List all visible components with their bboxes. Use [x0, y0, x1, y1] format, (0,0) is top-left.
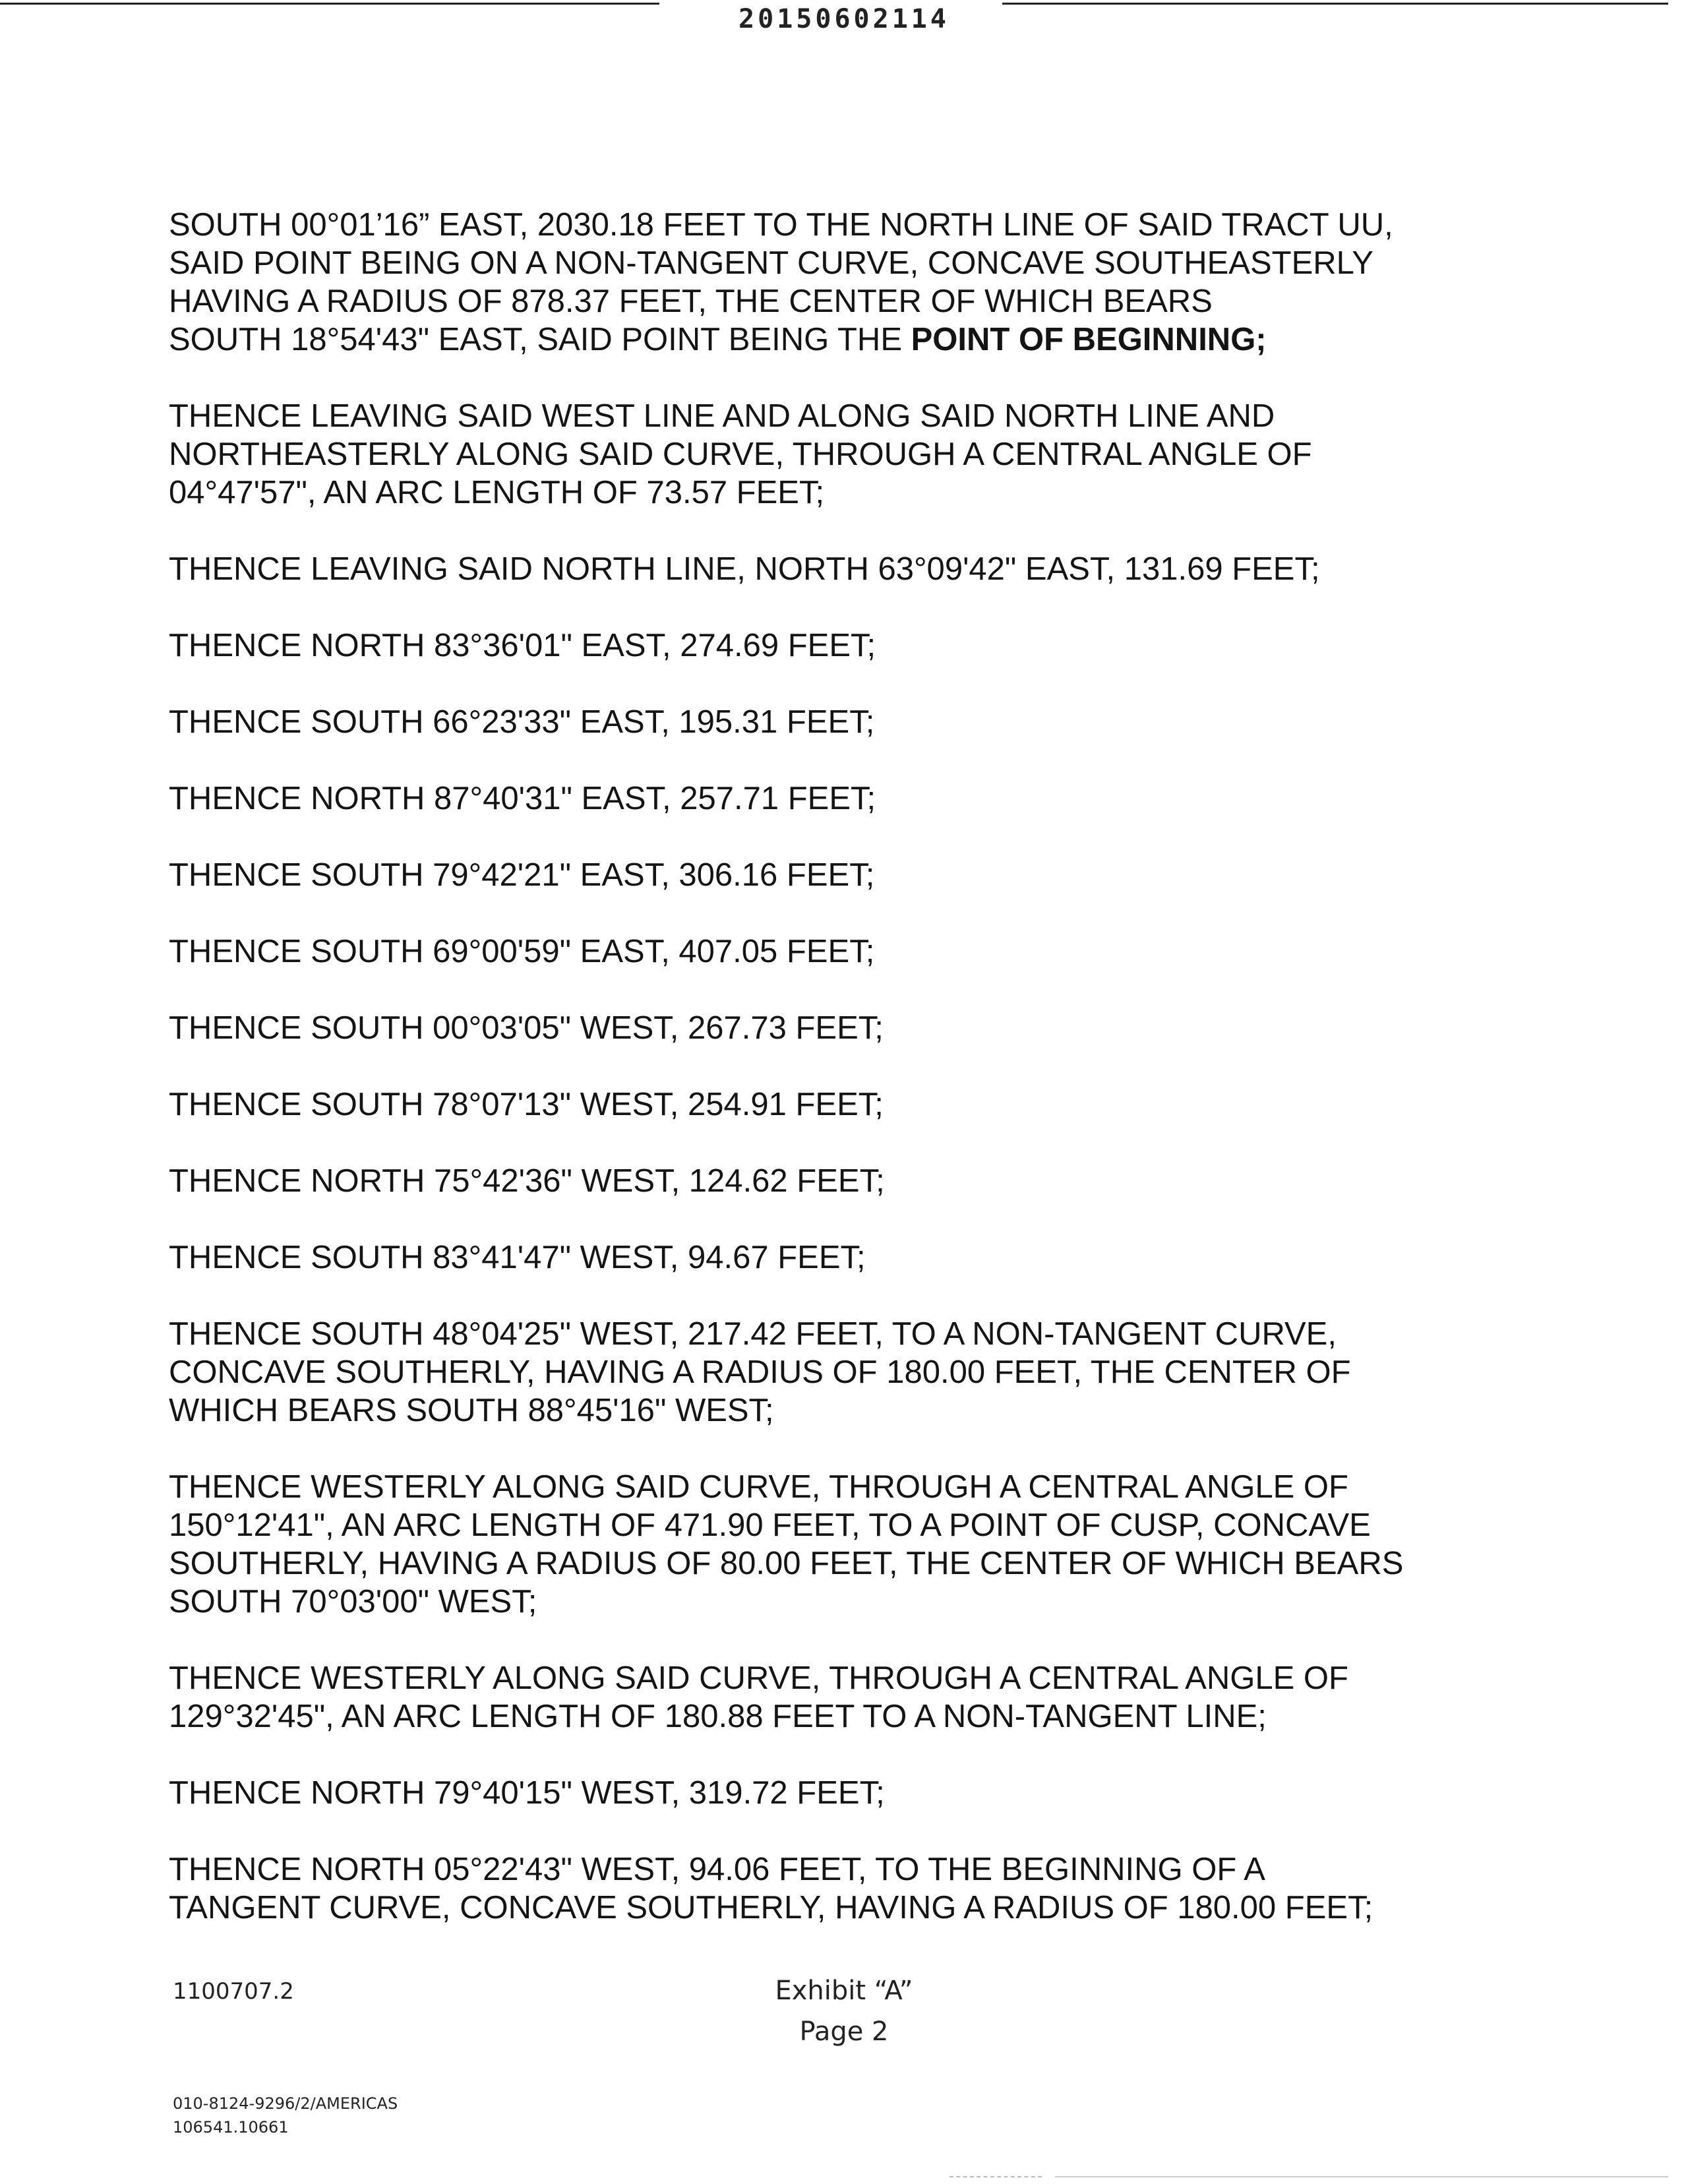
text-line: SOUTH 00°01’16” EAST, 2030.18 FEET TO THE NORTH LINE OF SAID TRACT UU, [169, 207, 1393, 243]
text-line: 150°12'41", AN ARC LENGTH OF 471.90 FEET, TO A POINT OF CUSP, CONCAVE [169, 1507, 1371, 1543]
text-line: THENCE LEAVING SAID WEST LINE AND ALONG SAID NORTH LINE AND [169, 398, 1275, 434]
text-line: THENCE NORTH 75°42'36" WEST, 124.62 FEET; [169, 1163, 885, 1199]
paragraph [169, 550, 1540, 588]
point-of-beginning: POINT OF BEGINNING; [911, 322, 1267, 357]
page-number: Page 2 [799, 2017, 889, 2047]
footer-ref-line-2: 106541.10661 [173, 2118, 289, 2137]
text-line: 04°47'57", AN ARC LENGTH OF 73.57 FEET; [169, 475, 825, 510]
paragraph [169, 397, 1540, 512]
text-line: HAVING A RADIUS OF 878.37 FEET, THE CENTER OF WHICH BEARS [169, 284, 1213, 319]
text-line: THENCE NORTH 87°40'31" EAST, 257.71 FEET; [169, 781, 876, 816]
text-line: SOUTHERLY, HAVING A RADIUS OF 80.00 FEET, THE CENTER OF WHICH BEARS [169, 1546, 1404, 1581]
recording-number: 20150602114 [738, 4, 950, 34]
paragraph [169, 206, 1540, 359]
text-line: WHICH BEARS SOUTH 88°45'16" WEST; [169, 1393, 774, 1428]
text-line: THENCE SOUTH 79°42'21" EAST, 306.16 FEET; [169, 857, 875, 893]
text-line [169, 320, 1540, 359]
paragraph [169, 1315, 1540, 1430]
text-line: THENCE NORTH 83°36'01" EAST, 274.69 FEET; [169, 628, 876, 663]
exhibit-title: Exhibit “A” [775, 1976, 913, 2006]
text-line: NORTHEASTERLY ALONG SAID CURVE, THROUGH A CENTRAL ANGLE OF [169, 437, 1312, 472]
paragraph [169, 779, 1540, 818]
paragraph [169, 1850, 1540, 1927]
paragraph [169, 1238, 1540, 1277]
text-line: THENCE NORTH 79°40'15" WEST, 319.72 FEET; [169, 1775, 885, 1811]
scan-artifact-line [950, 2176, 1042, 2177]
paragraph [169, 1085, 1540, 1124]
exhibit-label [712, 1970, 976, 2052]
text-line: THENCE LEAVING SAID NORTH LINE, NORTH 63°09'42" EAST, 131.69 FEET; [169, 551, 1320, 587]
text-line: THENCE WESTERLY ALONG SAID CURVE, THROUGH A CENTRAL ANGLE OF [169, 1469, 1348, 1505]
text-line: THENCE SOUTH 78°07'13" WEST, 254.91 FEET; [169, 1087, 884, 1122]
text-line: THENCE SOUTH 69°00'59" EAST, 407.05 FEET; [169, 934, 875, 969]
paragraph [169, 1468, 1540, 1621]
paragraph [169, 1162, 1540, 1200]
paragraph [169, 1009, 1540, 1047]
text-line: TANGENT CURVE, CONCAVE SOUTHERLY, HAVING A RADIUS OF 180.00 FEET; [169, 1890, 1373, 1926]
text-line: SAID POINT BEING ON A NON-TANGENT CURVE, CONCAVE SOUTHEASTERLY [169, 245, 1373, 281]
text-line: THENCE SOUTH 83°41'47" WEST, 94.67 FEET; [169, 1240, 866, 1275]
text-segment: SOUTH 18°54'43" EAST, SAID POINT BEING THE [169, 322, 911, 357]
text-line: THENCE SOUTH 48°04'25" WEST, 217.42 FEET, TO A NON-TANGENT CURVE, [169, 1316, 1337, 1352]
paragraph [169, 703, 1540, 741]
text-line: THENCE WESTERLY ALONG SAID CURVE, THROUGH A CENTRAL ANGLE OF [169, 1660, 1348, 1696]
paragraph [169, 626, 1540, 665]
text-line: 129°32'45", AN ARC LENGTH OF 180.88 FEET TO A NON-TANGENT LINE; [169, 1699, 1267, 1734]
footer-reference [173, 2092, 398, 2139]
paragraph [169, 1774, 1540, 1812]
footer-document-id: 1100707.2 [173, 1978, 294, 2005]
paragraph [169, 932, 1540, 971]
text-line: SOUTH 70°03'00" WEST; [169, 1584, 537, 1620]
text-line: THENCE SOUTH 66°23'33" EAST, 195.31 FEET; [169, 704, 875, 740]
text-line: CONCAVE SOUTHERLY, HAVING A RADIUS OF 180.00 FEET, THE CENTER OF [169, 1354, 1351, 1390]
paragraph [169, 856, 1540, 894]
scan-artifact-line [1055, 2176, 1668, 2177]
text-line: THENCE SOUTH 00°03'05" WEST, 267.73 FEET; [169, 1010, 884, 1046]
paragraph [169, 1659, 1540, 1736]
legal-description-body [169, 206, 1540, 1965]
text-line: THENCE NORTH 05°22'43" WEST, 94.06 FEET, TO THE BEGINNING OF A [169, 1852, 1265, 1887]
footer-ref-line-1: 010-8124-9296/2/AMERICAS [173, 2094, 398, 2113]
